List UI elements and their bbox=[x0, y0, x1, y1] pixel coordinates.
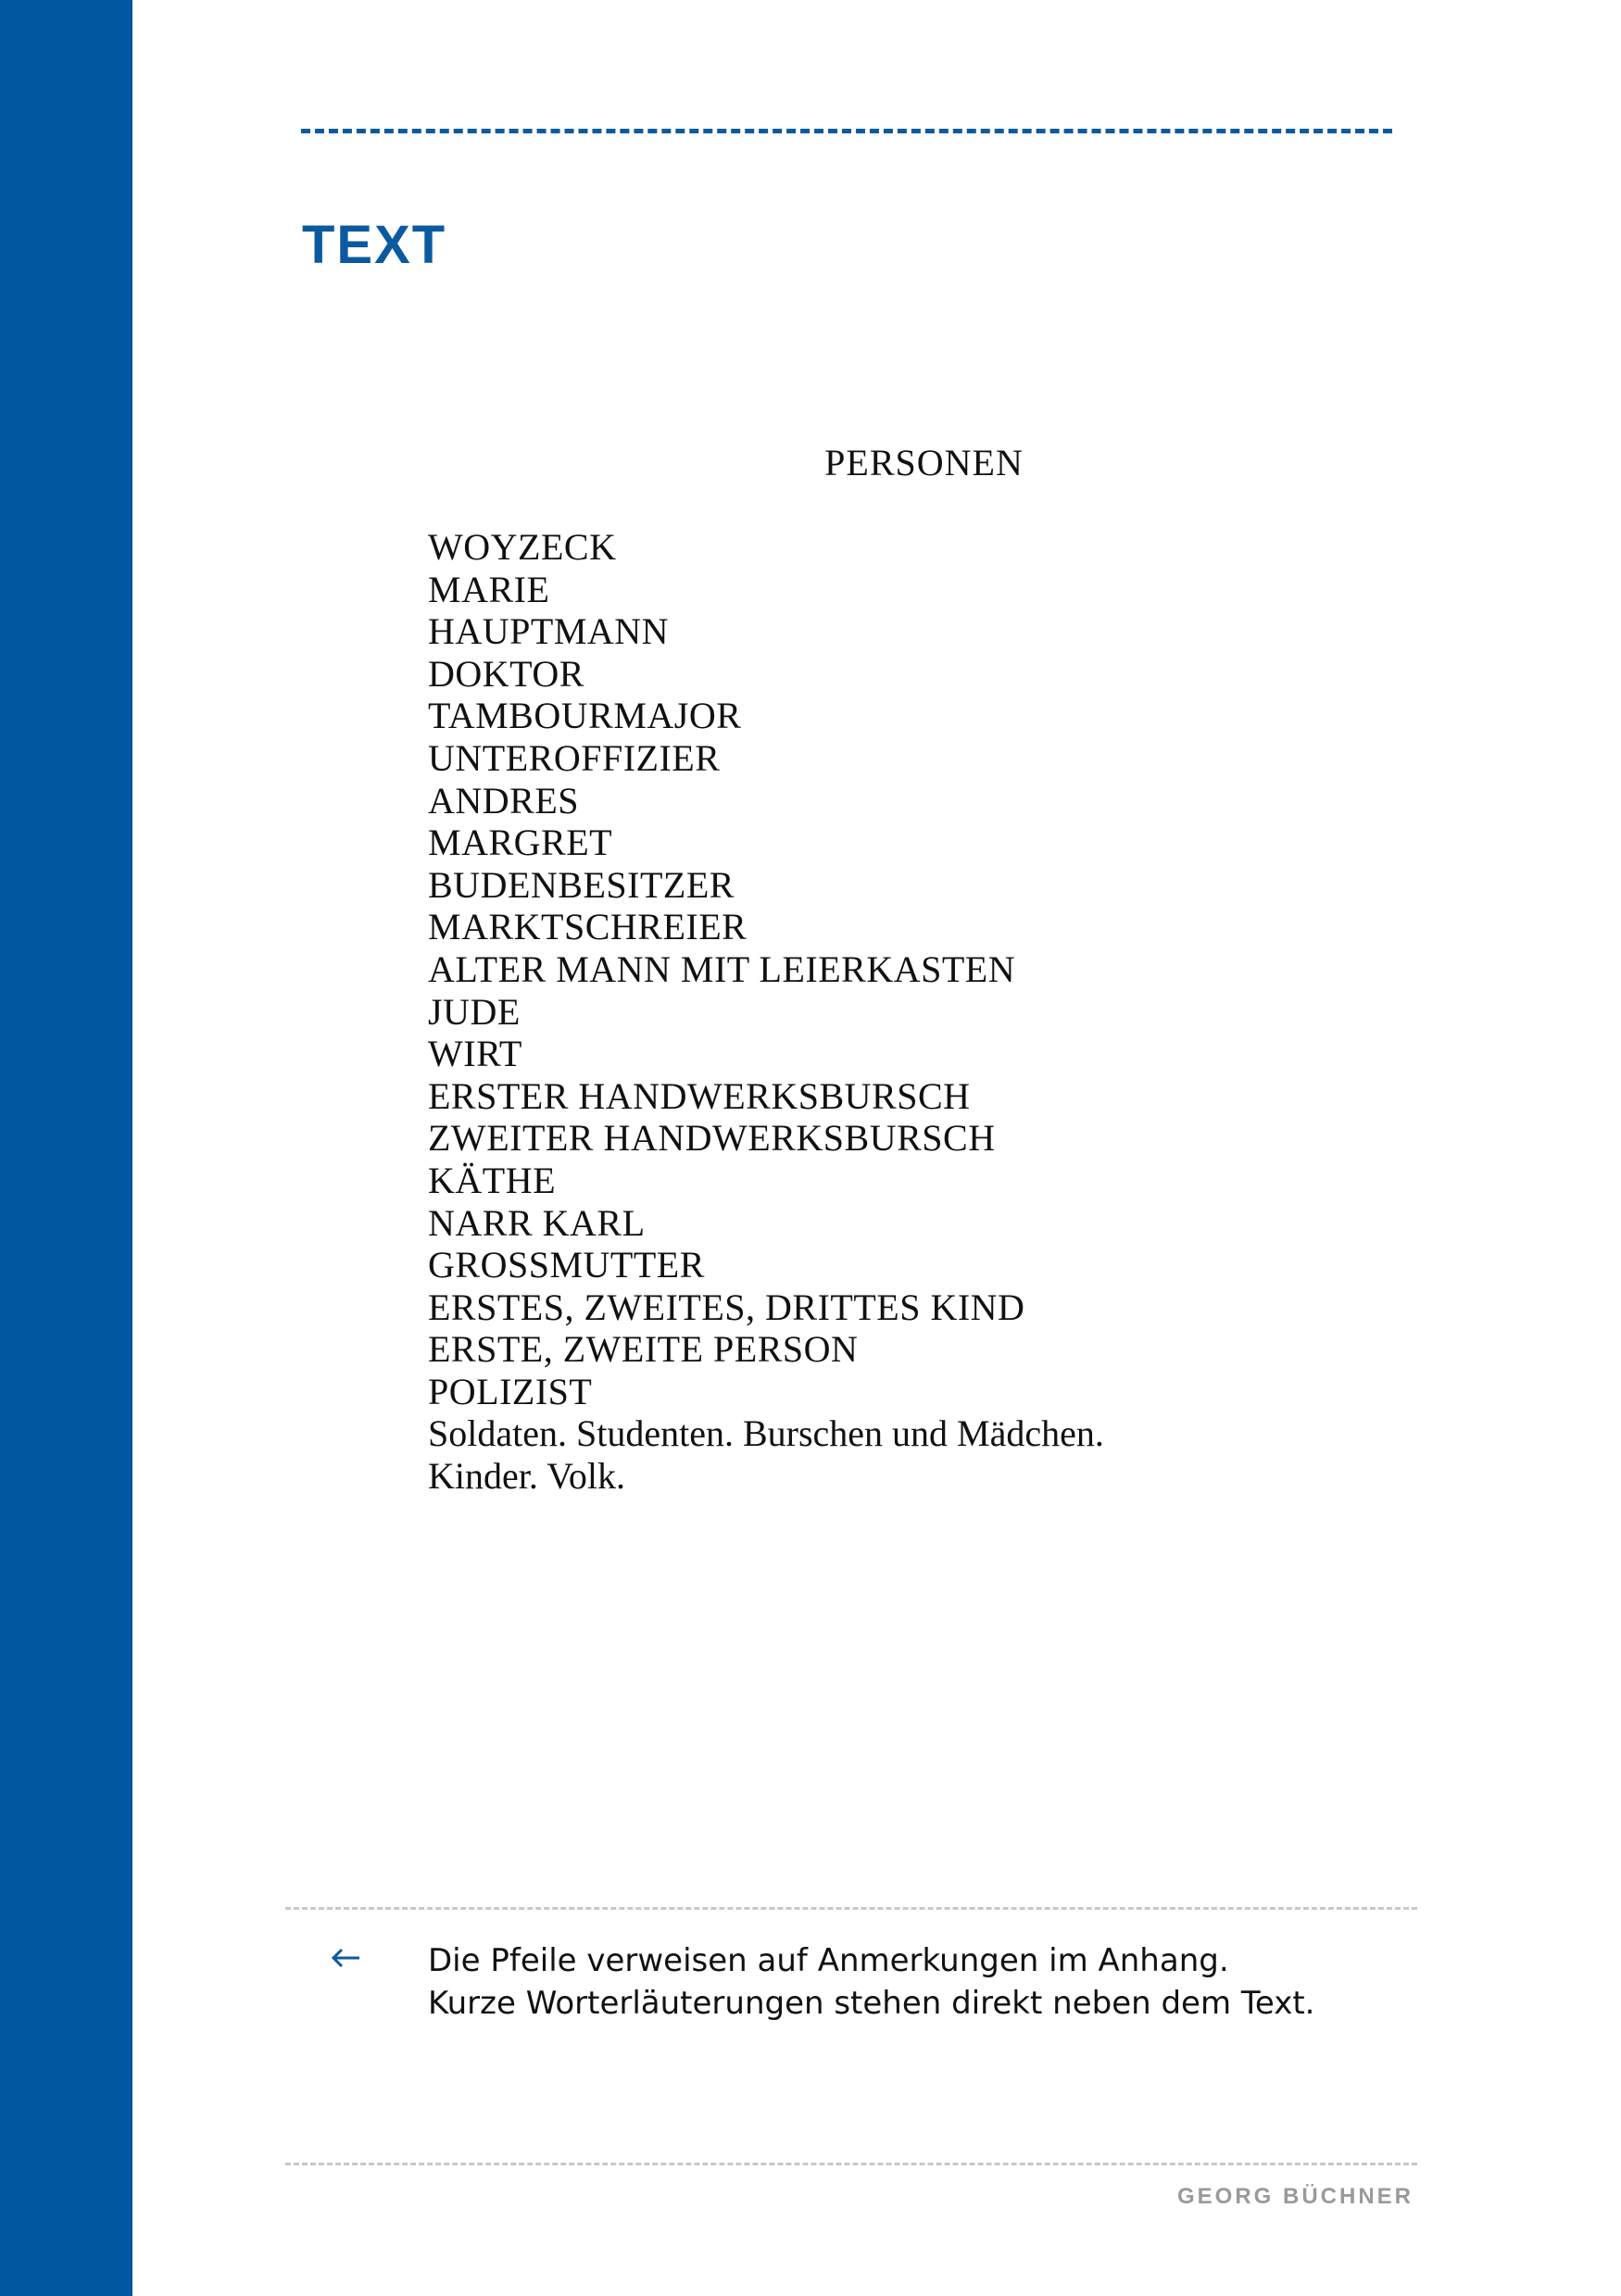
person-item: MARKTSCHREIER bbox=[428, 906, 748, 948]
person-item: MARGRET bbox=[428, 822, 613, 864]
author-footer: GEORG BÜCHNER bbox=[1176, 2184, 1414, 2209]
person-item: DOKTOR bbox=[428, 652, 584, 695]
person-item-group: Kinder. Volk. bbox=[428, 1455, 625, 1498]
person-item: ANDRES bbox=[428, 779, 580, 822]
footnote-line-2: Kurze Worterläuterungen stehen direkt neben dem Text. bbox=[428, 1985, 1315, 2022]
person-item: MARIE bbox=[428, 568, 550, 610]
person-item: JUDE bbox=[428, 990, 521, 1033]
person-item: GROSSMUTTER bbox=[428, 1244, 705, 1286]
person-item-group: Soldaten. Studenten. Burschen und Mädchen. bbox=[428, 1412, 1104, 1455]
persons-list bbox=[428, 526, 1104, 1498]
person-item: WIRT bbox=[428, 1033, 522, 1075]
footnote-top-rule bbox=[285, 1907, 1417, 1910]
left-arrow-icon bbox=[330, 1944, 363, 1972]
person-item: KÄTHE bbox=[428, 1159, 557, 1201]
footnote-line-1: Die Pfeile verweisen auf Anmerkungen im Anhang. bbox=[428, 1942, 1229, 1979]
persons-heading-text: PERSONEN bbox=[824, 442, 1024, 483]
person-item: WOYZECK bbox=[428, 526, 617, 568]
top-dashed-rule bbox=[301, 129, 1392, 133]
person-item: TAMBOURMAJOR bbox=[428, 695, 742, 737]
section-title: TEXT bbox=[302, 215, 447, 275]
person-item: ERSTE, ZWEITE PERSON bbox=[428, 1328, 859, 1371]
footer-rule bbox=[285, 2163, 1417, 2165]
footnote-text bbox=[428, 1939, 1314, 2025]
person-item: ZWEITER HANDWERKSBURSCH bbox=[428, 1117, 996, 1160]
person-item: UNTEROFFIZIER bbox=[428, 736, 721, 779]
person-item: POLIZIST bbox=[428, 1370, 593, 1412]
person-item: BUDENBESITZER bbox=[428, 863, 735, 906]
person-item: ERSTES, ZWEITES, DRITTES KIND bbox=[428, 1286, 1025, 1328]
person-item: NARR KARL bbox=[428, 1201, 646, 1244]
person-item: ERSTER HANDWERKSBURSCH bbox=[428, 1074, 971, 1117]
side-color-bar bbox=[0, 0, 132, 2296]
person-item: ALTER MANN MIT LEIERKASTEN bbox=[428, 947, 1016, 990]
person-item: HAUPTMANN bbox=[428, 610, 670, 653]
persons-heading bbox=[0, 442, 1621, 483]
